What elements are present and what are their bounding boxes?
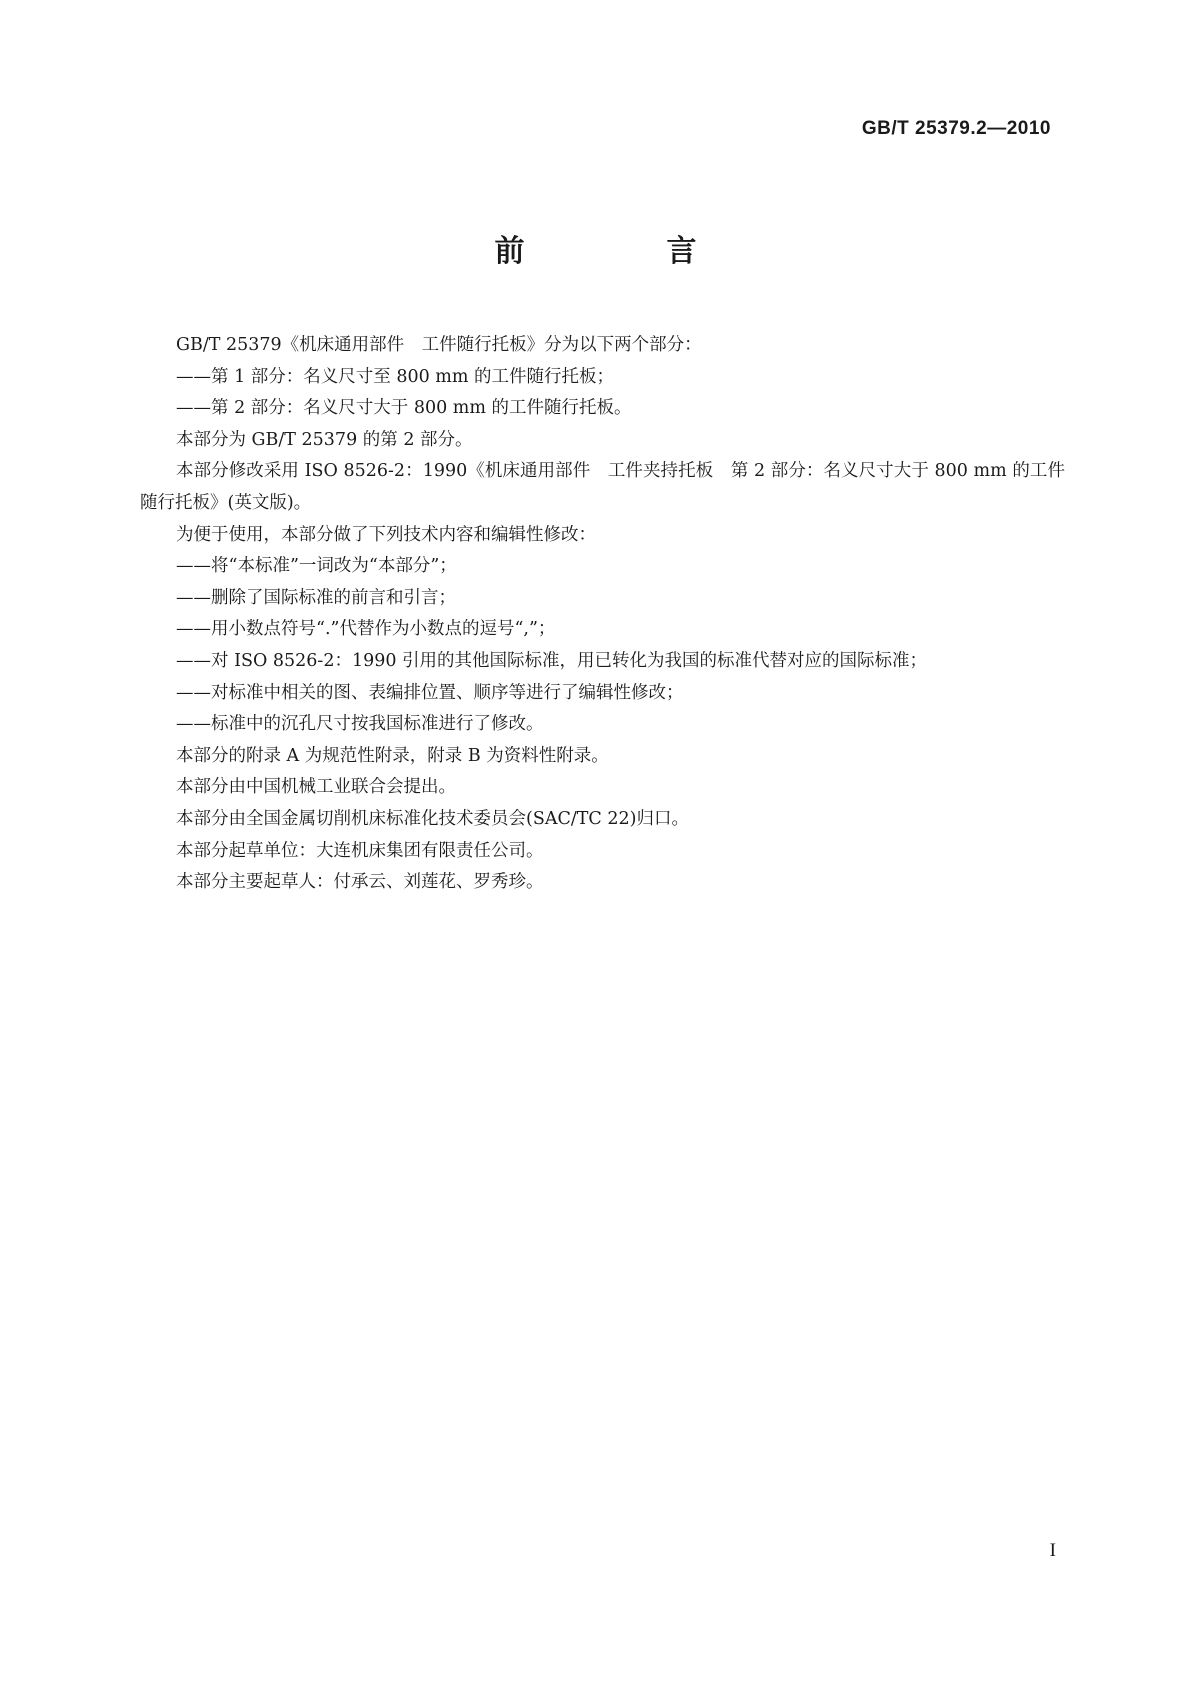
list-item: ——第 1 部分：名义尺寸至 800 mm 的工件随行托板； bbox=[176, 366, 615, 387]
page-number: I bbox=[1049, 1540, 1056, 1561]
list-item: ——将“本标准”一词改为“本部分”； bbox=[176, 556, 457, 577]
list-item: ——标准中的沉孔尺寸按我国标准进行了修改。 bbox=[176, 714, 544, 735]
paragraph: 本部分由中国机械工业联合会提出。 bbox=[176, 777, 456, 798]
list-item: ——对标准中相关的图、表编排位置、顺序等进行了编辑性修改； bbox=[176, 682, 684, 703]
standard-code: GB/T 25379.2—2010 bbox=[861, 118, 1051, 139]
paragraph: 本部分主要起草人：付承云、刘莲花、罗秀珍。 bbox=[176, 872, 544, 893]
paragraph: 本部分起草单位：大连机床集团有限责任公司。 bbox=[176, 840, 544, 861]
paragraph: 本部分的附录 A 为规范性附录，附录 B 为资料性附录。 bbox=[176, 745, 609, 766]
paragraph: 本部分由全国金属切削机床标准化技术委员会(SAC/TC 22)归口。 bbox=[176, 808, 689, 829]
foreword-body bbox=[140, 330, 1065, 899]
paragraph: 为便于使用，本部分做了下列技术内容和编辑性修改： bbox=[176, 524, 596, 545]
paragraph: GB/T 25379《机床通用部件 工件随行托板》分为以下两个部分： bbox=[176, 335, 702, 355]
paragraph: 本部分为 GB/T 25379 的第 2 部分。 bbox=[176, 429, 473, 450]
list-item: ——第 2 部分：名义尺寸大于 800 mm 的工件随行托板。 bbox=[176, 398, 632, 419]
paragraph: 本部分修改采用 ISO 8526-2：1990《机床通用部件 工件夹持托板 第 2 部分：名义尺寸大于 800 mm 的工件随行托板》(英文版)。 bbox=[140, 461, 1065, 513]
list-item: ——删除了国际标准的前言和引言； bbox=[176, 587, 456, 608]
page-title: 前 言 bbox=[494, 234, 753, 269]
list-item: ——对 ISO 8526-2：1990 引用的其他国际标准，用已转化为我国的标准代替对应的国际标准； bbox=[176, 650, 928, 671]
list-item: ——用小数点符号“.”代替作为小数点的逗号“,”； bbox=[176, 619, 556, 640]
